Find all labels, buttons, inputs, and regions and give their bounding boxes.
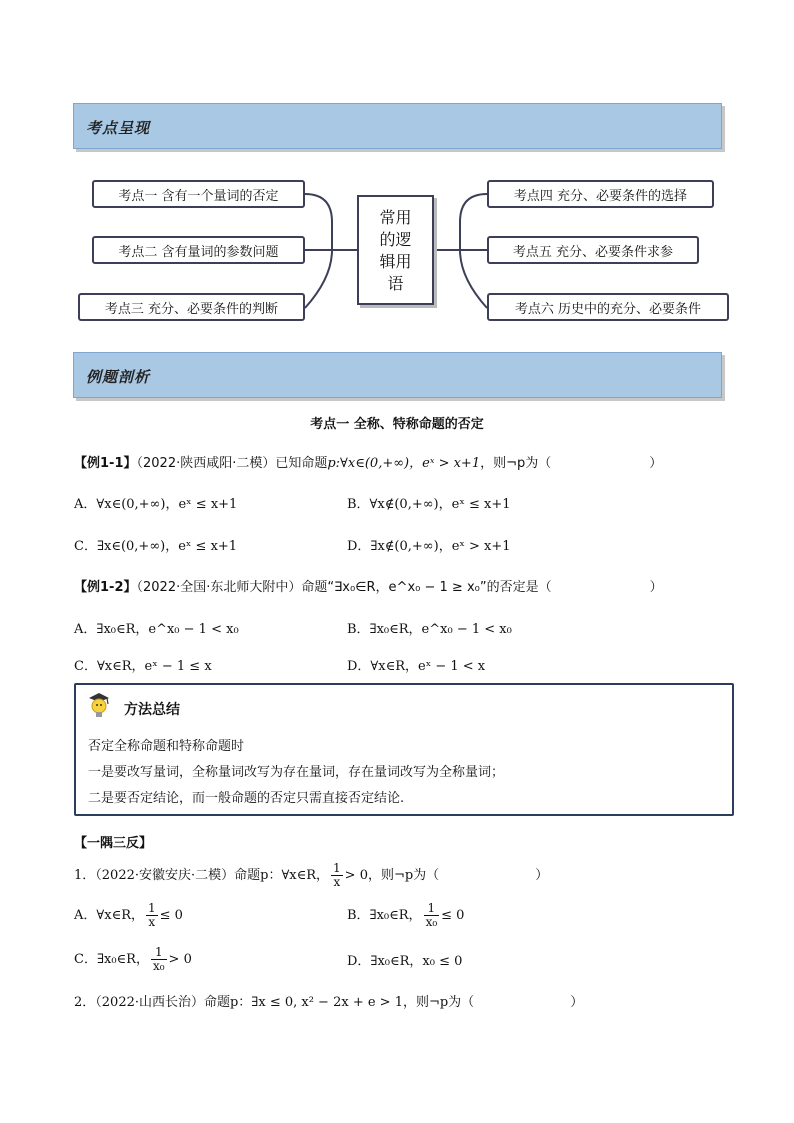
mindmap-node-kaodian-1 (92, 180, 305, 208)
summary-line: 一是要改写量词，全称量词改写为存在量词，存在量词改写为全称量词； (88, 765, 505, 780)
lightbulb-icon (86, 691, 112, 721)
center-line: 辑用 (379, 252, 412, 271)
center-line: 语 (387, 274, 404, 293)
fraction (146, 902, 158, 929)
node-label: 考点三 充分、必要条件的判断 (104, 301, 279, 317)
option-b (347, 902, 464, 929)
summary-title: 方法总结 (124, 702, 180, 718)
example-1-1-stem (74, 452, 662, 471)
example-1-2-stem (74, 576, 663, 595)
center-line: 常用 (379, 208, 412, 227)
denominator: x₀ (425, 915, 438, 929)
option-text: C．∃x₀∈R， (74, 952, 149, 967)
section-title: 考点呈现 (86, 119, 151, 137)
option-text: ≤ 0 (159, 908, 183, 923)
question-tail: > 0，则¬p为（ (344, 868, 440, 883)
option-c (74, 946, 192, 973)
question-stem: 2．（2022·山西长治）命题p：∃x ≤ 0, x² − 2x + e > 1，则¬p为（ (74, 995, 475, 1010)
example-close: ） (649, 456, 663, 471)
option-d: D．∀x∈R，eˣ − 1 < x (347, 659, 486, 674)
mindmap-node-kaodian-6 (487, 293, 729, 321)
mindmap-node-kaodian-2 (92, 236, 305, 264)
option-b: B．∀x∉(0,+∞)，eˣ ≤ x+1 (347, 497, 511, 512)
example-source: （2022·陕西咸阳·二模）已知命题 (136, 456, 328, 471)
node-label: 考点四 充分、必要条件的选择 (513, 188, 688, 204)
numerator: 1 (147, 901, 156, 915)
node-label: 考点五 充分、必要条件求参 (512, 244, 674, 260)
numerator: 1 (151, 946, 167, 960)
mindmap-center-node (357, 195, 434, 305)
numerator: 1 (333, 861, 341, 875)
example-tail: ，则¬p为（ (480, 456, 552, 471)
denominator: x (333, 875, 341, 889)
topic-heading: 考点一 全称、特称命题的否定 (310, 417, 484, 432)
question-close: ） (570, 995, 584, 1010)
option-text: B．∃x₀∈R， (347, 908, 422, 923)
mindmap-node-kaodian-4 (487, 180, 714, 208)
fraction (331, 862, 343, 889)
example-math: p:∀x∈(0,+∞)，eˣ > x+1 (327, 456, 481, 471)
option-a (74, 902, 183, 929)
example-close: ） (649, 580, 663, 595)
option-d: D．∃x∉(0,+∞)，eˣ > x+1 (347, 539, 511, 554)
center-line: 的逻 (379, 230, 412, 249)
option-a: A．∀x∈(0,+∞)，eˣ ≤ x+1 (74, 497, 238, 512)
question-stem: 1．（2022·安徽安庆·二模）命题p：∀x∈R， (74, 868, 330, 883)
question-1-stem (74, 862, 548, 889)
example-tag: 【例1-1】 (74, 456, 137, 471)
example-tag: 【例1-2】 (74, 580, 137, 595)
summary-line: 否定全称命题和特称命题时 (88, 739, 245, 754)
question-2-stem (74, 991, 583, 1010)
fraction (151, 946, 167, 973)
option-c: C．∃x∈(0,+∞)，eˣ ≤ x+1 (74, 539, 238, 554)
option-text: A．∀x∈R， (74, 908, 144, 923)
node-label: 考点二 含有量词的参数问题 (118, 244, 279, 260)
fraction (424, 902, 440, 929)
method-summary-box (74, 683, 734, 816)
node-label: 考点六 历史中的充分、必要条件 (514, 301, 702, 317)
denominator: x₀ (152, 959, 165, 973)
practice-heading: 【一隅三反】 (74, 836, 153, 851)
example-source: （2022·全国·东北师大附中）命题“∃x₀∈R，e^x₀ − 1 ≥ x₀”的否定是（ (136, 580, 552, 595)
option-a: A．∃x₀∈R，e^x₀ − 1 < x₀ (74, 622, 239, 637)
mindmap-node-kaodian-5 (487, 236, 699, 264)
option-b: B．∃x₀∈R，e^x₀ − 1 < x₀ (347, 622, 512, 637)
option-text: ≤ 0 (441, 908, 465, 923)
option-d: D．∃x₀∈R，x₀ ≤ 0 (347, 954, 463, 969)
node-label: 考点一 含有一个量词的否定 (118, 188, 279, 204)
option-c: C．∀x∈R，eˣ − 1 ≤ x (74, 659, 212, 674)
mindmap-node-kaodian-3 (78, 293, 305, 321)
section-title: 例题剖析 (86, 368, 151, 386)
denominator: x (148, 915, 156, 929)
summary-line: 二是要否定结论，而一般命题的否定只需直接否定结论. (88, 791, 405, 806)
option-text: > 0 (168, 952, 192, 967)
numerator: 1 (424, 902, 440, 916)
question-close: ） (535, 868, 549, 883)
section-header-liti (73, 352, 722, 398)
